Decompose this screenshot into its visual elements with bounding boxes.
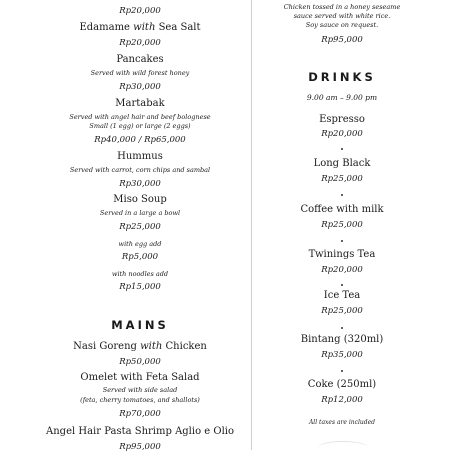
martabak-name: Martabak	[115, 98, 165, 109]
drinks-hours: 9.00 am – 9.00 pm	[306, 93, 378, 102]
drink-price: Rp12,000	[321, 395, 363, 405]
tax-note: All taxes are included	[308, 419, 376, 426]
decorative-arc	[318, 441, 368, 454]
omelet-desc-2: (feta, cherry tomatoes, and shallots)	[80, 396, 200, 404]
omelet-name: Omelet with Feta Salad	[80, 372, 200, 383]
drink-price: Rp25,000	[321, 306, 363, 316]
drink-price: Rp35,000	[321, 350, 363, 360]
pancakes-name: Pancakes	[116, 54, 164, 65]
hummus-name: Hummus	[117, 151, 163, 162]
drink-name: Coffee with milk	[300, 204, 384, 215]
separator-dot	[262, 370, 422, 372]
hummus-price: Rp30,000	[119, 179, 161, 189]
drink-name: Bintang (320ml)	[300, 334, 384, 345]
omelet-desc-1: Served with side salad	[102, 386, 178, 394]
martabak-desc-2: Small (1 egg) or large (2 eggs)	[89, 122, 191, 130]
column-divider	[251, 0, 252, 450]
drink-name: Espresso	[319, 114, 365, 125]
miso-soup-desc: Served in a large a bowl	[99, 209, 181, 217]
nasi-goreng-price: Rp50,000	[119, 357, 161, 367]
drink-name: Twinings Tea	[308, 249, 376, 260]
top-item-price: Rp95,000	[321, 35, 363, 45]
top-item-desc-3: Soy sauce on request.	[305, 21, 379, 29]
drink-name: Coke (250ml)	[307, 379, 377, 390]
mains-heading: MAINS	[111, 318, 169, 332]
separator-dot	[262, 327, 422, 329]
item-price: Rp20,000	[119, 6, 161, 16]
addon-egg-desc: with egg add	[118, 240, 162, 248]
drinks-heading: DRINKS	[308, 70, 376, 84]
addon-noodles-price: Rp15,000	[119, 282, 161, 292]
pancakes-price: Rp30,000	[119, 82, 161, 92]
separator-dot	[262, 194, 422, 196]
edamame-name: Edamame with Sea Salt	[79, 22, 201, 33]
pasta-name: Angel Hair Pasta Shrimp Aglio e Olio	[46, 426, 234, 437]
miso-soup-name: Miso Soup	[113, 194, 167, 205]
omelet-price: Rp70,000	[119, 409, 161, 419]
drink-name: Ice Tea	[323, 290, 361, 301]
separator-dot	[262, 148, 422, 150]
pancakes-desc: Served with wild forest honey	[90, 69, 190, 77]
miso-soup-price: Rp25,000	[119, 222, 161, 232]
top-item-desc-1: Chicken tossed in a honey seseame	[283, 3, 401, 11]
martabak-desc-1: Served with angel hair and beef bolognese	[69, 113, 211, 121]
drink-price: Rp20,000	[321, 265, 363, 275]
hummus-desc: Served with carrot, corn chips and sambal	[69, 166, 211, 174]
addon-egg-price: Rp5,000	[121, 252, 159, 262]
drink-price: Rp25,000	[321, 174, 363, 184]
edamame-price: Rp20,000	[119, 38, 161, 48]
martabak-price: Rp40,000 / Rp65,000	[94, 135, 186, 145]
top-item-desc-2: sauce served with white rice.	[293, 12, 391, 20]
separator-dot	[262, 284, 422, 286]
separator-dot	[262, 240, 422, 242]
drink-price: Rp20,000	[321, 129, 363, 139]
addon-noodles-desc: with noodles add	[111, 270, 169, 278]
drink-name: Long Black	[313, 158, 371, 169]
nasi-goreng-name: Nasi Goreng with Chicken	[73, 341, 207, 352]
drink-price: Rp25,000	[321, 220, 363, 230]
pasta-price: Rp95,000	[119, 442, 161, 452]
